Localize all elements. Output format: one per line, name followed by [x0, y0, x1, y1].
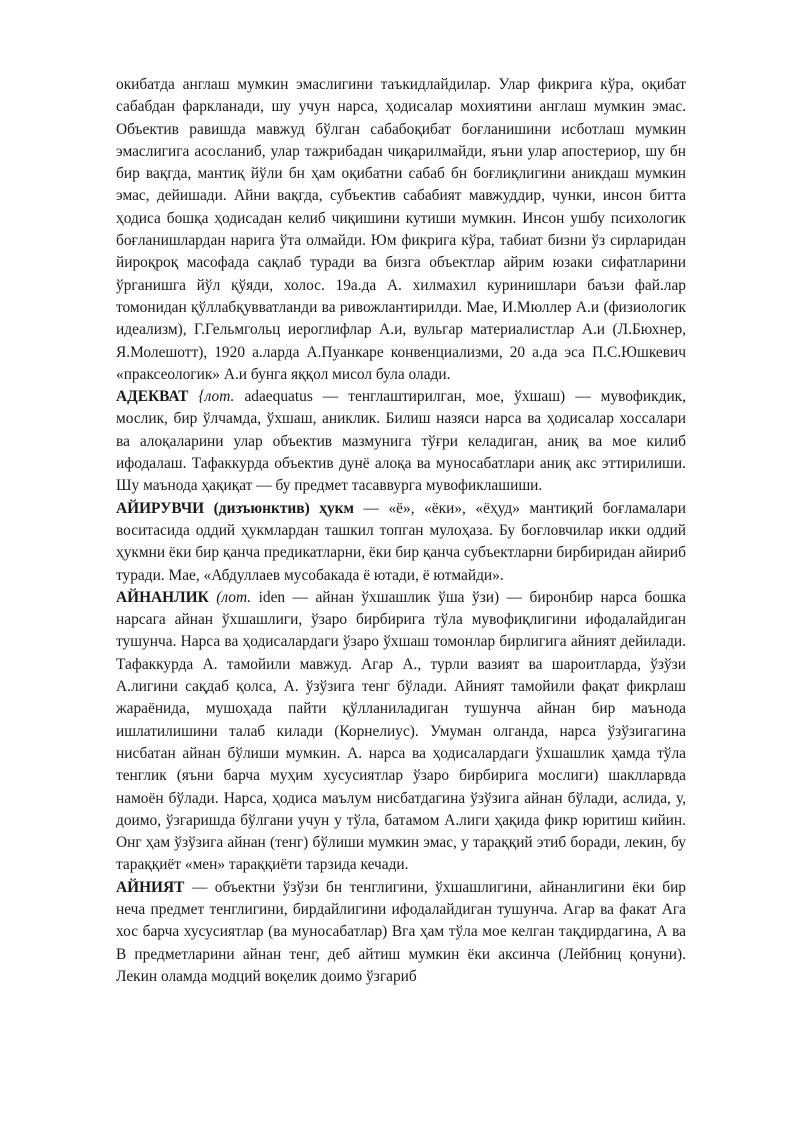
entry-term: АЙНАНЛИК: [116, 588, 209, 606]
entry-ayiruvchi-hukm: [116, 498, 686, 587]
entry-definition: iden — айнан ўхшашлик ўша ўзи) — биронбир нарса бошка нарсага айнан ўхшашлиги, ўзаро бирбирига тўла мувофиқлигини ифодалайдиган тушунча. Нарса ва ҳодисалардаги ўзаро ўхшаш томонлар бирлигига айният дейилади. Тафаккурда А. тамойили мавжуд. Агар А., турли вазият ва шароитларда, ўзўзи А.лигини сақдаб қолса, А. ўзўзига тенг бўлади. Айният тамойили фақат фикрлаш жараёнида, мушоҳада пайти қўлланиладиган тушунча айнан бир маънода ишлатилишини талаб килади (Корнелиус). Умуман олганда, нарса ўзўзигагина нисбатан айнан бўлиши мумкин. А. нарса ва ҳодисалардаги ўхшашлик ҳамда тўла тенглик (яъни барча муҳим хусусиятлар ўзаро бирбирига мослиги) шаклларвда намоён бўлади. Нарса, ҳодиса маълум нисбатдагина ўзўзига айнан бўлади, аслида, у, доимо, ўзгаришда бўлгани учун у тўла, батамом А.лиги ҳақида фикр юритиш кийин. Онг ҳам ўзўзига айнан (тенг) бўлиши мумкин эмас, у тараққий этиб боради, лекин, бу тараққиёт «мен» тараққиёти тарзида кечади.: [116, 588, 686, 874]
entry-definition: — объектни ўзўзи бн тенглигини, ўхшашлигини, айнанлигини ёки бир неча предмет тенглигини, бирдайлигини ифодалайдиган тушунча. Агар ва факат Ага хос барча хусусиятлар (ва муносабатлар) Вга ҳам тўла мое келган тақдирдагина, А ва В предметларини айнан тенг, деб айтиш мумкин ёки аксинча (Лейбниц қонуни). Лекин оламда модций воқелик доимо ўзгариб: [116, 878, 686, 985]
entry-definition: adaequatus — тенглаштирилган, мое, ўхшаш) — мувофикдик, мослик, бир ўлчамда, ўхшаш, аниклик. Билиш назяси нарса ва ҳодисалар хоссалари ва алоқаларини улар объектив мазмунига тўғри келадиган, аниқ ва мое килиб ифодалаш. Тафаккурда объектив дунё алоқа ва муносабатлари аниқ акс эттирилиши. Шу маънода ҳақиқат — бу предмет тасаввурга мувофиклашиши.: [116, 388, 686, 495]
entry-definition: — «ё», «ёки», «ёҳуд» мантиқий боғламалари воситасида оддий ҳукмлардан ташкил топган мулоҳаза. Бу боғловчилар икки оддий ҳукмни ёки бир қанча предикатларни, ёки бир қанча субъектларни бирбиридан айириб туради. Мае, «Абдуллаев мусобакада ё ютади, ё ютмайди».: [116, 499, 686, 584]
entry-term: АДЕКВАТ: [116, 388, 189, 406]
entry-term: АЙИРУВЧИ (дизъюнктив) ҳукм: [116, 499, 354, 517]
entry-aynanlik: [116, 587, 686, 877]
paragraph-continuation: [116, 74, 686, 386]
entry-term: АЙНИЯТ: [116, 878, 185, 896]
paragraph-text: окибатда англаш мумкин эмаслигини таъкидлайдилар. Улар фикрига кўра, оқибат сабабдан фаркланади, шу учун нарса, ҳодисалар мохиятини англаш мумкин эмас. Объектив равишда мавжуд бўлган сабабоқибат боғланишини исботлаш мумкин эмаслигига асосланиб, улар тажрибадан чиқарилмайди, яъни улар апостериор, шу бн бир вақгда, мантиқ йўли бн ҳам оқибатни сабаб бн боғлиқлигини аникдаш мумкин эмас, дейишади. Айни вақгда, субъектив сабабият мавжуддир, чунки, инсон битта ҳодиса бошқа ҳодисадан келиб чиқишини кутиши мумкин. Инсон ушбу психологик боғланишлардан нарига ўта олмайди. Юм фикрига кўра, табиат бизни ўз сирларидан йироқроқ масофада сақлаб туради ва бизга объектлар айрим юзаки сифатларини ўрганишга йўл қўяди, холос. 19а.да А. хилмахил куринишлари баъзи фай.лар томонидан қўллабқувватланди ва ривожлантирилди. Мае, И.Мюллер А.и (физиологик идеализм), Г.Гельмгольц иероглифлар А.и, вульгар материалистлар А.и (Л.Бюхнер, Я.Молешотт), 1920 а.ларда А.Пуанкаре конвенциализми, 20 а.да эса П.С.Юшкевич «праксеологик» А.и бунга яққол мисол була олади.: [116, 76, 686, 383]
entry-etymology-marker: {лот.: [198, 388, 235, 406]
entry-ayniyat: [116, 877, 686, 988]
entry-etymology-marker: (лот.: [216, 588, 252, 606]
document-page: [116, 74, 686, 988]
entry-adekvat: [116, 386, 686, 497]
